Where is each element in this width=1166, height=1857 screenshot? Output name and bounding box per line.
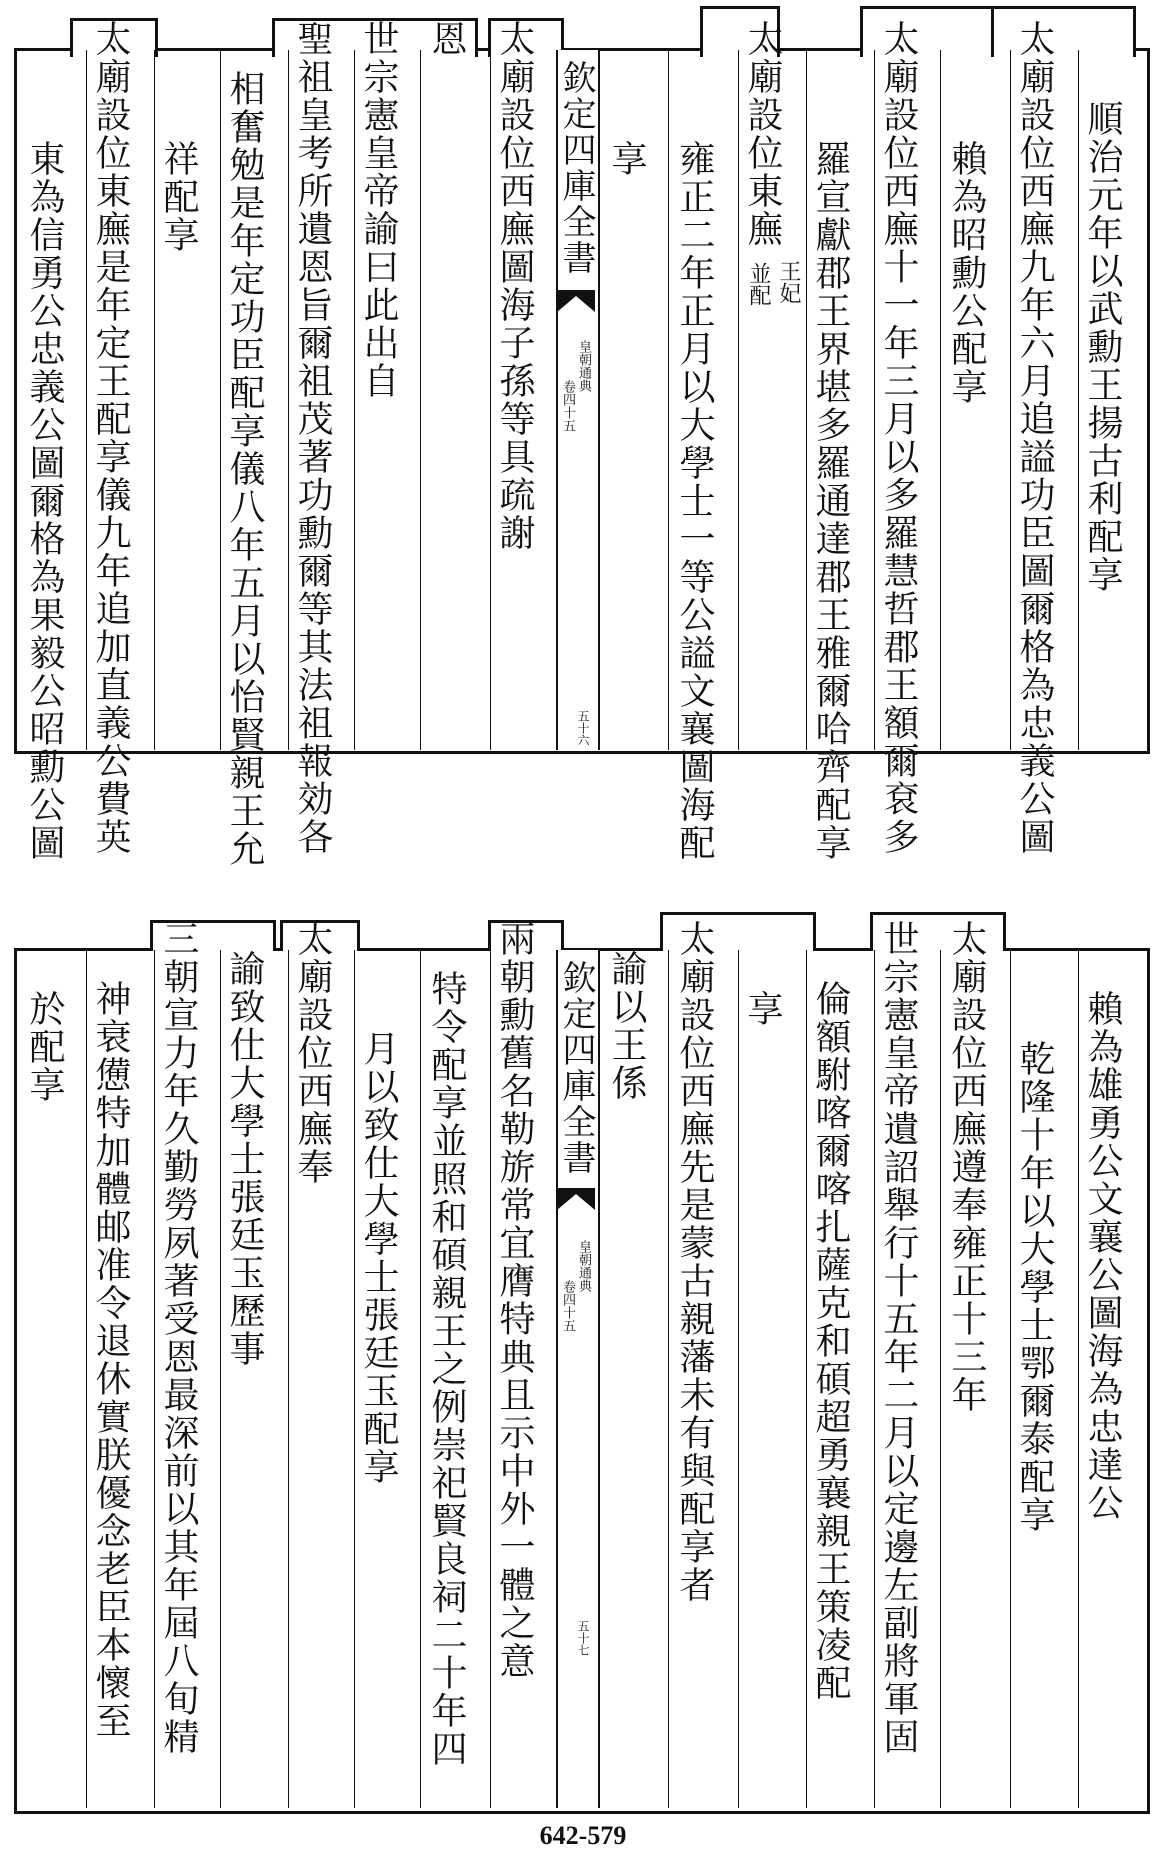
page-footer-number: 642-579: [539, 1821, 627, 1850]
text-column: 乾隆十年以大學士鄂爾泰配享: [1014, 1040, 1055, 1534]
text-column: 太廟設位西廡九年六月追謚功臣圖爾格為忠義公圖: [1014, 20, 1055, 856]
center-volume: 卷四十五: [560, 1280, 575, 1332]
center-title: 欽定四庫全書: [556, 60, 596, 276]
center-page-number: 五十六: [576, 710, 590, 746]
text-column: 享: [606, 140, 647, 178]
fish-tail-mark: [557, 1188, 595, 1210]
text-note: 王妃: [776, 260, 801, 304]
text-column: 順治元年以武勳王揚古利配享: [1082, 100, 1123, 594]
text-column: 太廟設位東廡: [742, 20, 783, 248]
text-column: 賴為雄勇公文襄公圖海為忠達公: [1082, 990, 1123, 1522]
text-column: 享: [742, 990, 783, 1028]
text-column: 賴為昭勳公配享: [946, 140, 987, 406]
bottom-page: [0, 920, 1166, 1820]
center-page-number: 五十七: [576, 1620, 590, 1656]
center-volume: 卷四十五: [560, 380, 575, 432]
text-column: 神衰憊特加體邮准令退休實朕優念老臣本懷至: [90, 980, 131, 1740]
center-subtitle: 皇朝通典: [576, 340, 591, 392]
text-column: 東為信勇公忠義公圖爾格為果毅公昭勳公圖: [24, 140, 65, 862]
top-page: [0, 0, 1166, 868]
fish-tail-mark: [557, 290, 595, 312]
text-column: 諭以王係: [606, 950, 647, 1102]
text-column: 月以致仕大學士張廷玉配享: [358, 1030, 399, 1486]
text-column: 世宗憲皇帝遺詔舉行十五年二月以定邊左副將軍固: [878, 920, 919, 1756]
center-subtitle: 皇朝通典: [576, 1240, 591, 1292]
text-note: 並配: [746, 262, 771, 306]
text-column: 特令配享並照和碩親王之例崇祀賢良祠二十年四: [426, 970, 467, 1768]
text-column: 太廟設位西廡奉: [292, 920, 333, 1186]
text-column: 相奮勉是年定功臣配享儀八年五月以怡賢親王允: [224, 70, 265, 868]
text-column: 太廟設位西廡十一年三月以多羅慧哲郡王額爾袞多: [878, 20, 919, 856]
text-column: 於配享: [24, 990, 65, 1104]
center-title: 欽定四庫全書: [556, 960, 596, 1176]
text-column: 祥配享: [158, 140, 199, 254]
text-column: 雍正二年正月以大學士一等公謚文襄圖海配: [674, 140, 715, 862]
raised-header-box: [990, 6, 1136, 57]
text-column: 倫額駙喀爾喀扎薩克和碩超勇襄親王策凌配: [810, 980, 851, 1702]
text-column: 太廟設位東廡是年定王配享儀九年追加直義公費英: [90, 20, 131, 856]
text-column: 聖祖皇考所遺恩旨爾祖茂著功勳爾等其法祖報効各: [292, 20, 333, 856]
text-column: 太廟設位西廡先是蒙古親藩未有與配享者: [674, 920, 715, 1604]
text-column: 太廟設位西廡遵奉雍正十三年: [946, 920, 987, 1414]
text-column: 世宗憲皇帝諭曰此出自: [358, 20, 399, 400]
text-column: 諭致仕大學士張廷玉歷事: [224, 950, 265, 1368]
text-column: 兩朝勳舊名勒旂常宜膺特典且示中外一體之意: [494, 920, 535, 1680]
text-column: 太廟設位西廡圖海子孫等具疏謝: [494, 20, 535, 552]
text-column: 羅宣獻郡王界堪多羅通達郡王雅爾哈齊配享: [810, 140, 851, 862]
text-column: 三朝宣力年久勤勞夙著受恩最深前以其年屆八旬精: [158, 920, 199, 1756]
text-column: 恩: [426, 20, 467, 58]
